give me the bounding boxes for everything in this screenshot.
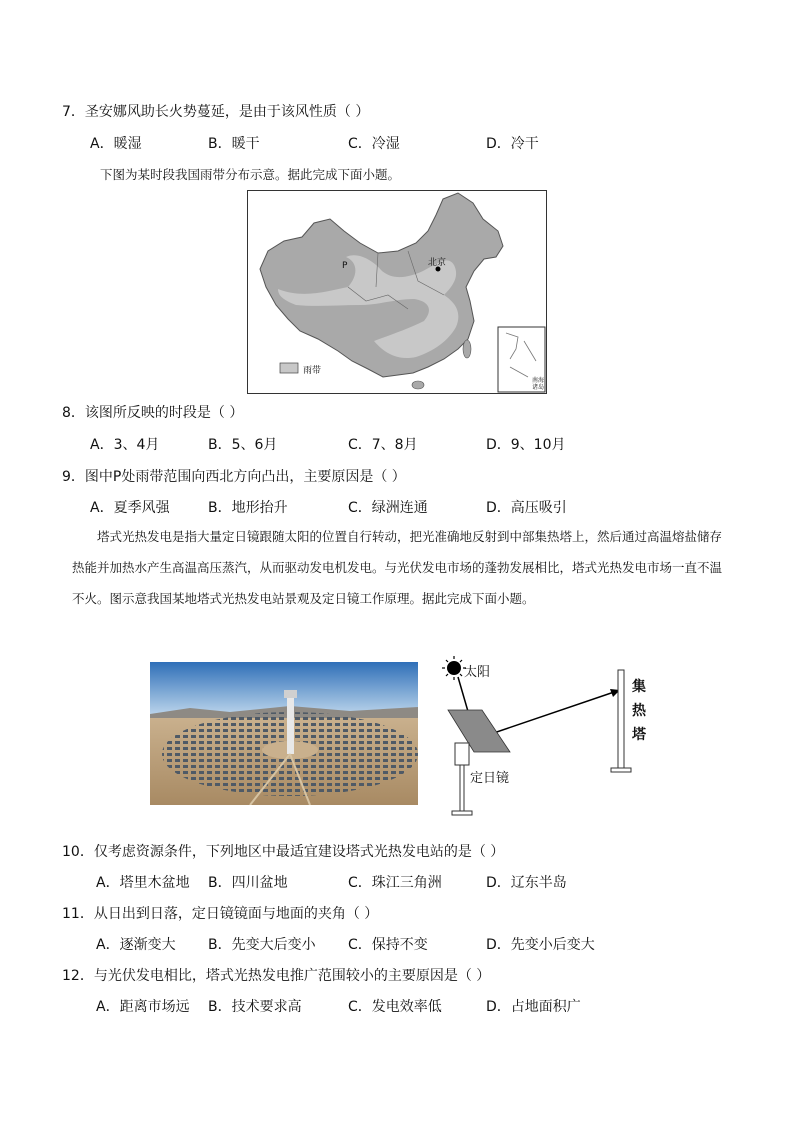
sun-label: 太阳 <box>464 665 491 680</box>
beijing-label: 北京 <box>428 258 447 268</box>
option-c: C．珠江三角洲 <box>348 875 442 891</box>
option-c: C．冷湿 <box>348 136 400 152</box>
tower-label: 集热塔 <box>632 679 646 743</box>
option-d: D．高压吸引 <box>486 500 567 516</box>
heliostat-diagram <box>430 655 650 820</box>
china-map-graphic <box>248 191 546 393</box>
question-9-stem: 9．图中P处雨带范围向西北方向凸出，主要原因是（ ） <box>62 469 406 485</box>
option-c: C．绿洲连通 <box>348 500 428 516</box>
option-c: C．7、8月 <box>348 437 418 453</box>
option-a: A．逐渐变大 <box>96 937 176 953</box>
option-d: D．9、10月 <box>486 437 566 453</box>
option-c: C．保持不变 <box>348 937 428 953</box>
option-b: B．四川盆地 <box>208 875 288 891</box>
legend-label: 雨带 <box>303 366 322 376</box>
question-10-stem: 10．仅考虑资源条件，下列地区中最适宜建设塔式光热发电站的是（ ） <box>62 844 505 860</box>
map-intro: 下图为某时段我国雨带分布示意。据此完成下面小题。 <box>100 167 401 182</box>
point-p-label: P <box>342 261 348 271</box>
solar-intro-paragraph: 塔式光热发电是指大量定日镜跟随太阳的位置自行转动，把光准确地反射到中部集热塔上，然后通过高温熔盐储存热能并加热水产生高温高压蒸汽，从而驱动发电机发电。与光伏发电市场的蓬勃发展相比，塔式光热发电市场一直不温不火。图示意我国某地塔式光热发电站景观及定日镜工作原理。据此完成下面小题。 <box>72 529 723 606</box>
tower-structure <box>611 670 631 772</box>
option-c: C．发电效率低 <box>348 999 442 1015</box>
mirror-label: 定日镜 <box>470 771 510 786</box>
option-a: A．塔里木盆地 <box>96 875 190 891</box>
option-b: B．暖干 <box>208 136 260 152</box>
inset-label: 南海诸岛 <box>532 377 545 391</box>
option-d: D．冷干 <box>486 136 539 152</box>
question-12-stem: 12．与光伏发电相比，塔式光热发电推广范围较小的主要原因是（ ） <box>62 968 491 984</box>
solar-plant-photo <box>150 662 418 805</box>
option-d: D．先变小后变大 <box>486 937 595 953</box>
option-d: D．辽东半岛 <box>486 875 567 891</box>
option-b: B．5、6月 <box>208 437 278 453</box>
question-8-stem: 8．该图所反映的时段是（ ） <box>62 405 244 421</box>
question-7-stem: 7．圣安娜风助长火势蔓延，是由于该风性质（ ） <box>62 104 370 120</box>
option-a: A．距离市场远 <box>96 999 190 1015</box>
option-d: D．占地面积广 <box>486 999 581 1015</box>
option-b: B．先变大后变小 <box>208 937 316 953</box>
option-a: A．3、4月 <box>90 437 160 453</box>
legend-swatch <box>280 363 298 373</box>
option-a: A．暖湿 <box>90 136 142 152</box>
question-11-stem: 11．从日出到日落，定日镜镜面与地面的夹角（ ） <box>62 906 379 922</box>
rainband-map <box>247 190 547 394</box>
option-a: A．夏季风强 <box>90 500 170 516</box>
option-b: B．地形抬升 <box>208 500 288 516</box>
option-b: B．技术要求高 <box>208 999 302 1015</box>
sun-icon <box>442 656 466 680</box>
